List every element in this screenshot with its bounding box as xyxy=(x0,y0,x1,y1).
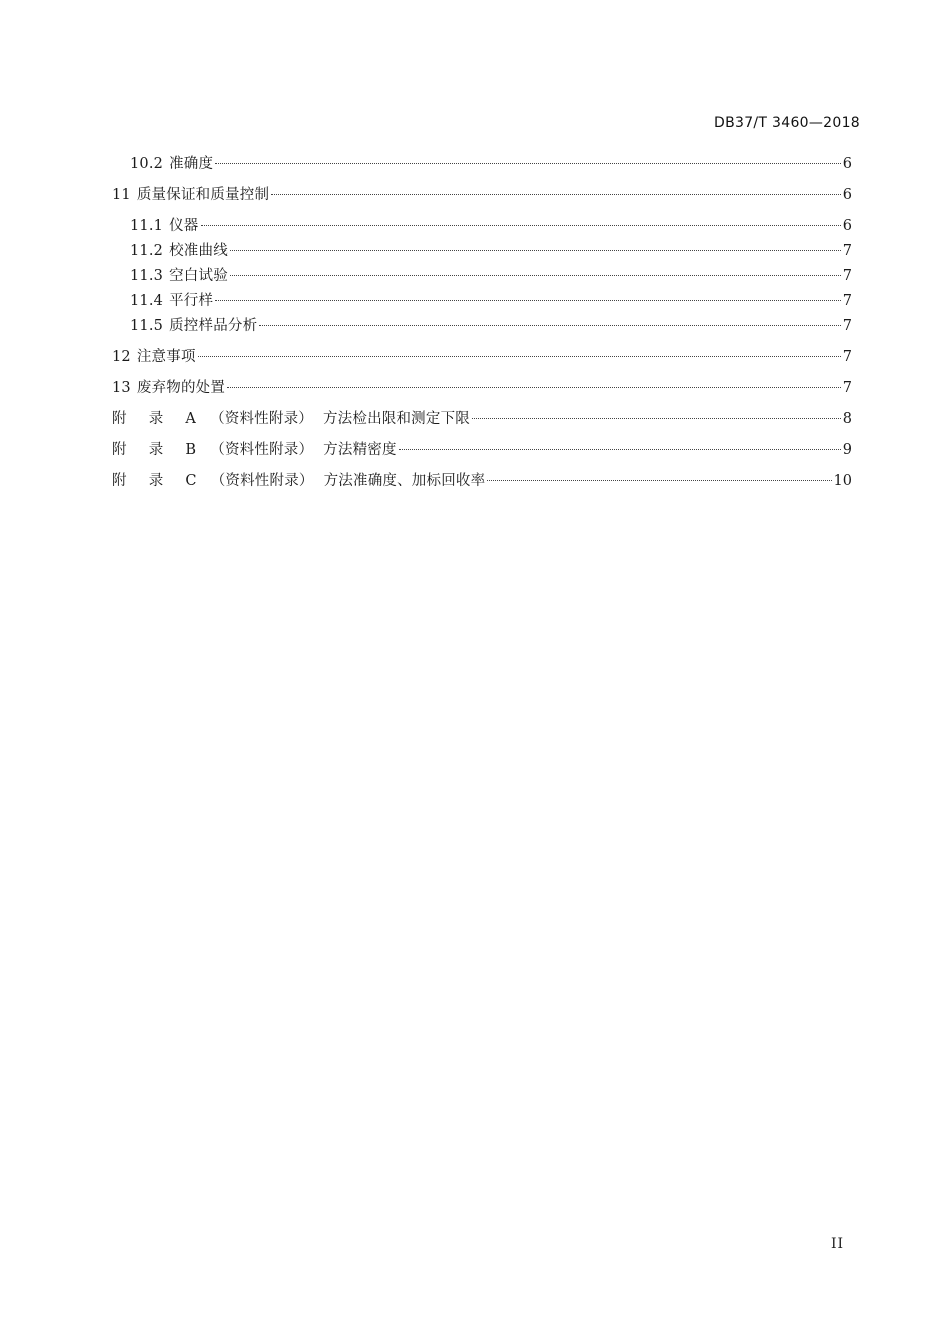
toc-page-number: 6 xyxy=(842,187,852,203)
toc-leader-dots xyxy=(227,387,841,388)
toc-leader-dots xyxy=(215,163,841,164)
toc-page-number: 6 xyxy=(842,156,852,172)
toc-appendix-title: 附 录 B （资料性附录） 方法精密度 xyxy=(112,442,397,458)
toc-leader-dots xyxy=(230,275,841,276)
toc-entry-11-5[interactable] xyxy=(112,314,852,339)
toc-entry-title: 11.2 校准曲线 xyxy=(130,243,228,259)
toc-entry-12[interactable] xyxy=(112,345,852,370)
toc-leader-dots xyxy=(201,225,841,226)
toc-entry-title: 11.1 仪器 xyxy=(130,218,199,234)
toc-entry-title: 11.5 质控样品分析 xyxy=(130,318,258,334)
toc-entry-title: 11 质量保证和质量控制 xyxy=(112,187,270,203)
toc-leader-dots xyxy=(215,300,841,301)
toc-appendix-c[interactable] xyxy=(112,469,852,494)
toc-page-number: 7 xyxy=(842,380,852,396)
table-of-contents xyxy=(112,152,852,494)
toc-page-number: 10 xyxy=(833,473,852,489)
toc-entry-10-2[interactable] xyxy=(112,152,852,177)
toc-leader-dots xyxy=(487,480,831,481)
toc-entry-11-4[interactable] xyxy=(112,289,852,314)
toc-entry-11[interactable] xyxy=(112,183,852,208)
toc-entry-13[interactable] xyxy=(112,376,852,401)
toc-entry-11-3[interactable] xyxy=(112,264,852,289)
toc-page-number: 8 xyxy=(842,411,852,427)
toc-entry-11-1[interactable] xyxy=(112,214,852,239)
toc-page-number: 7 xyxy=(842,349,852,365)
toc-entry-title: 12 注意事项 xyxy=(112,349,196,365)
toc-leader-dots xyxy=(271,194,841,195)
toc-page-number: 7 xyxy=(842,318,852,334)
toc-entry-title: 13 废弃物的处置 xyxy=(112,380,226,396)
toc-appendix-title: 附 录 C （资料性附录） 方法准确度、加标回收率 xyxy=(112,473,486,489)
toc-page-number: 9 xyxy=(842,442,852,458)
toc-leader-dots xyxy=(399,449,841,450)
toc-appendix-b[interactable] xyxy=(112,438,852,463)
toc-leader-dots xyxy=(472,418,841,419)
toc-page-number: 7 xyxy=(842,293,852,309)
toc-entry-title: 10.2 准确度 xyxy=(130,156,214,172)
document-code: DB37/T 3460—2018 xyxy=(714,115,860,131)
toc-entry-title: 11.3 空白试验 xyxy=(130,268,228,284)
toc-page-number: 6 xyxy=(842,218,852,234)
page-number: II xyxy=(830,1236,844,1252)
toc-leader-dots xyxy=(259,325,840,326)
toc-page-number: 7 xyxy=(842,243,852,259)
toc-page-number: 7 xyxy=(842,268,852,284)
toc-appendix-a[interactable] xyxy=(112,407,852,432)
toc-leader-dots xyxy=(230,250,841,251)
toc-appendix-title: 附 录 A （资料性附录） 方法检出限和测定下限 xyxy=(112,411,470,427)
toc-entry-11-2[interactable] xyxy=(112,239,852,264)
toc-entry-title: 11.4 平行样 xyxy=(130,293,214,309)
toc-leader-dots xyxy=(198,356,841,357)
